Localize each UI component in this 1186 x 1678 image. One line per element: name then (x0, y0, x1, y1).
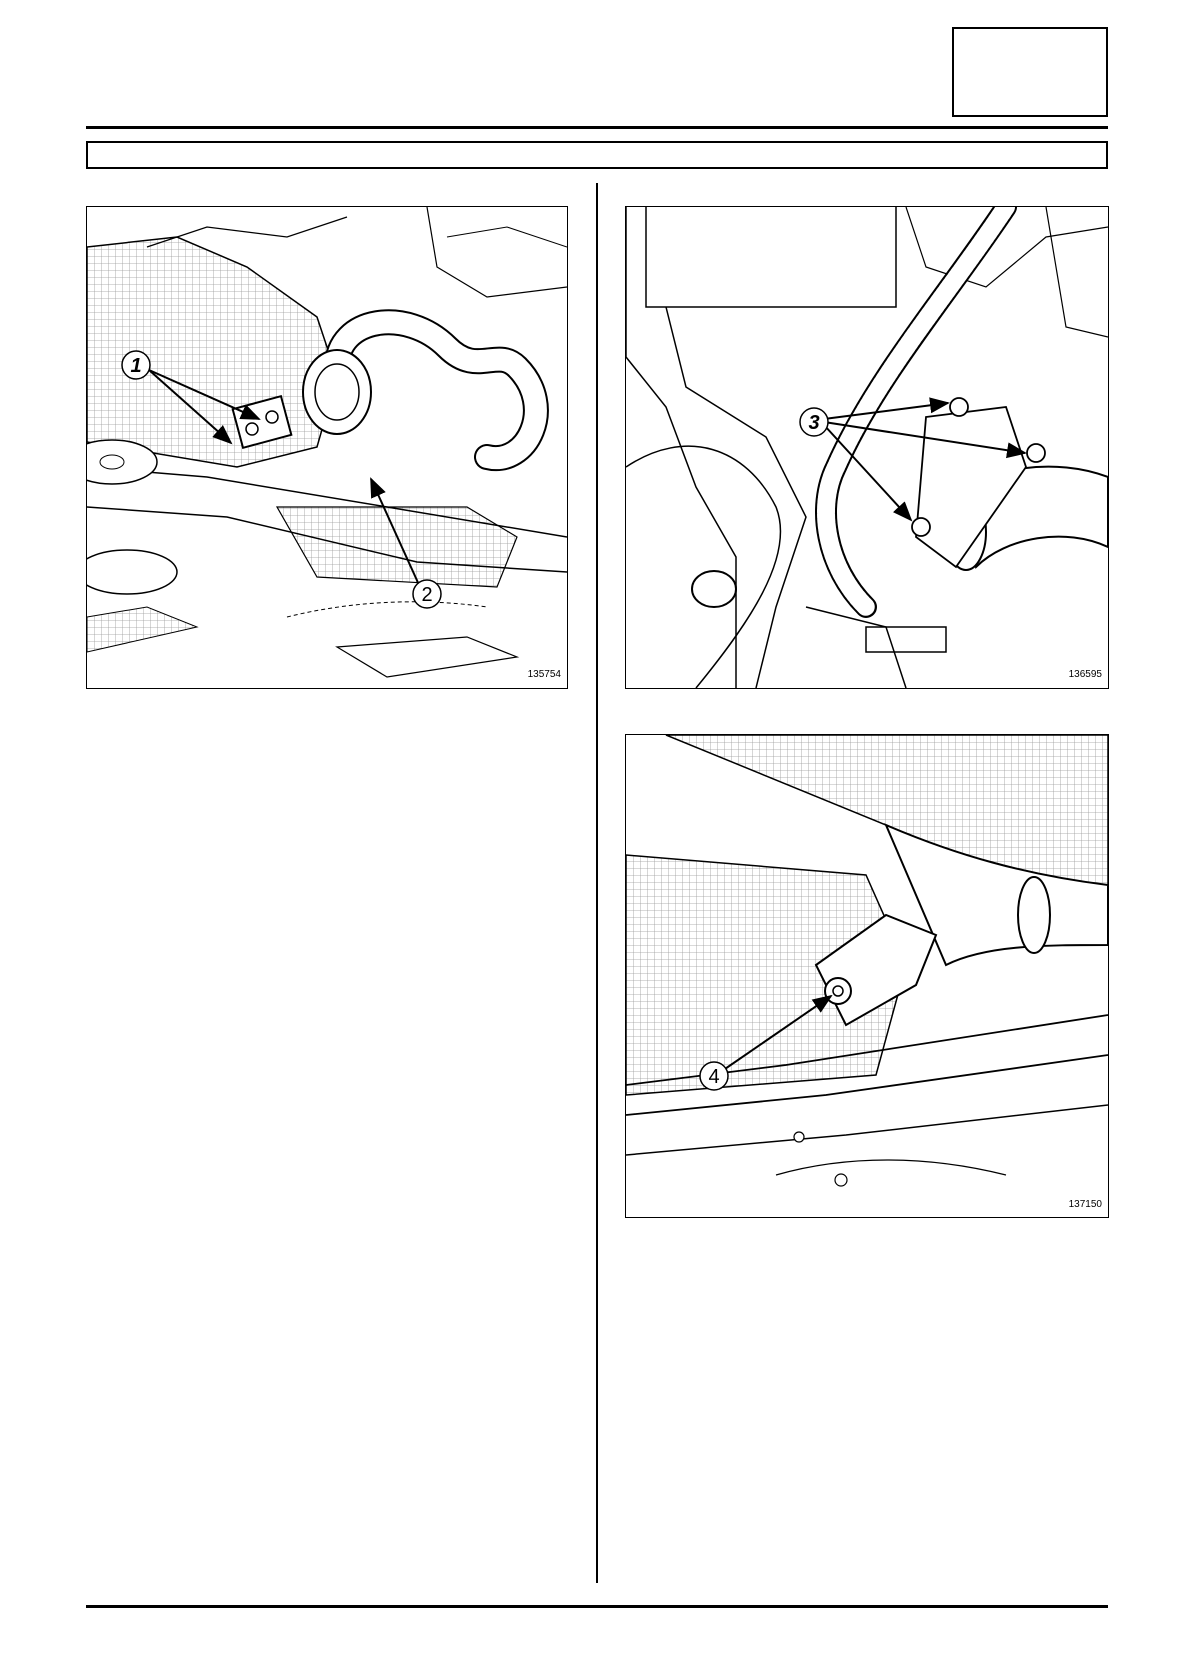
figure-illustration (626, 207, 1108, 688)
figure-number: 136595 (1068, 669, 1102, 680)
section-number-box (952, 27, 1108, 117)
figure-135754 (86, 206, 568, 689)
footer-rule (86, 1605, 1108, 1608)
figure-136595 (625, 206, 1109, 689)
figure-illustration (87, 207, 567, 688)
title-bar (86, 141, 1108, 169)
callout-label: 2 (421, 584, 433, 606)
callout-label: 3 (808, 412, 820, 434)
column-divider (596, 183, 598, 1583)
callout-label: 4 (708, 1066, 720, 1088)
header-rule (86, 126, 1108, 129)
figure-illustration (626, 735, 1108, 1217)
figure-number: 137150 (1068, 1199, 1102, 1210)
callout-label: 1 (130, 355, 142, 377)
figure-number: 135754 (527, 669, 561, 680)
figure-137150 (625, 734, 1109, 1218)
